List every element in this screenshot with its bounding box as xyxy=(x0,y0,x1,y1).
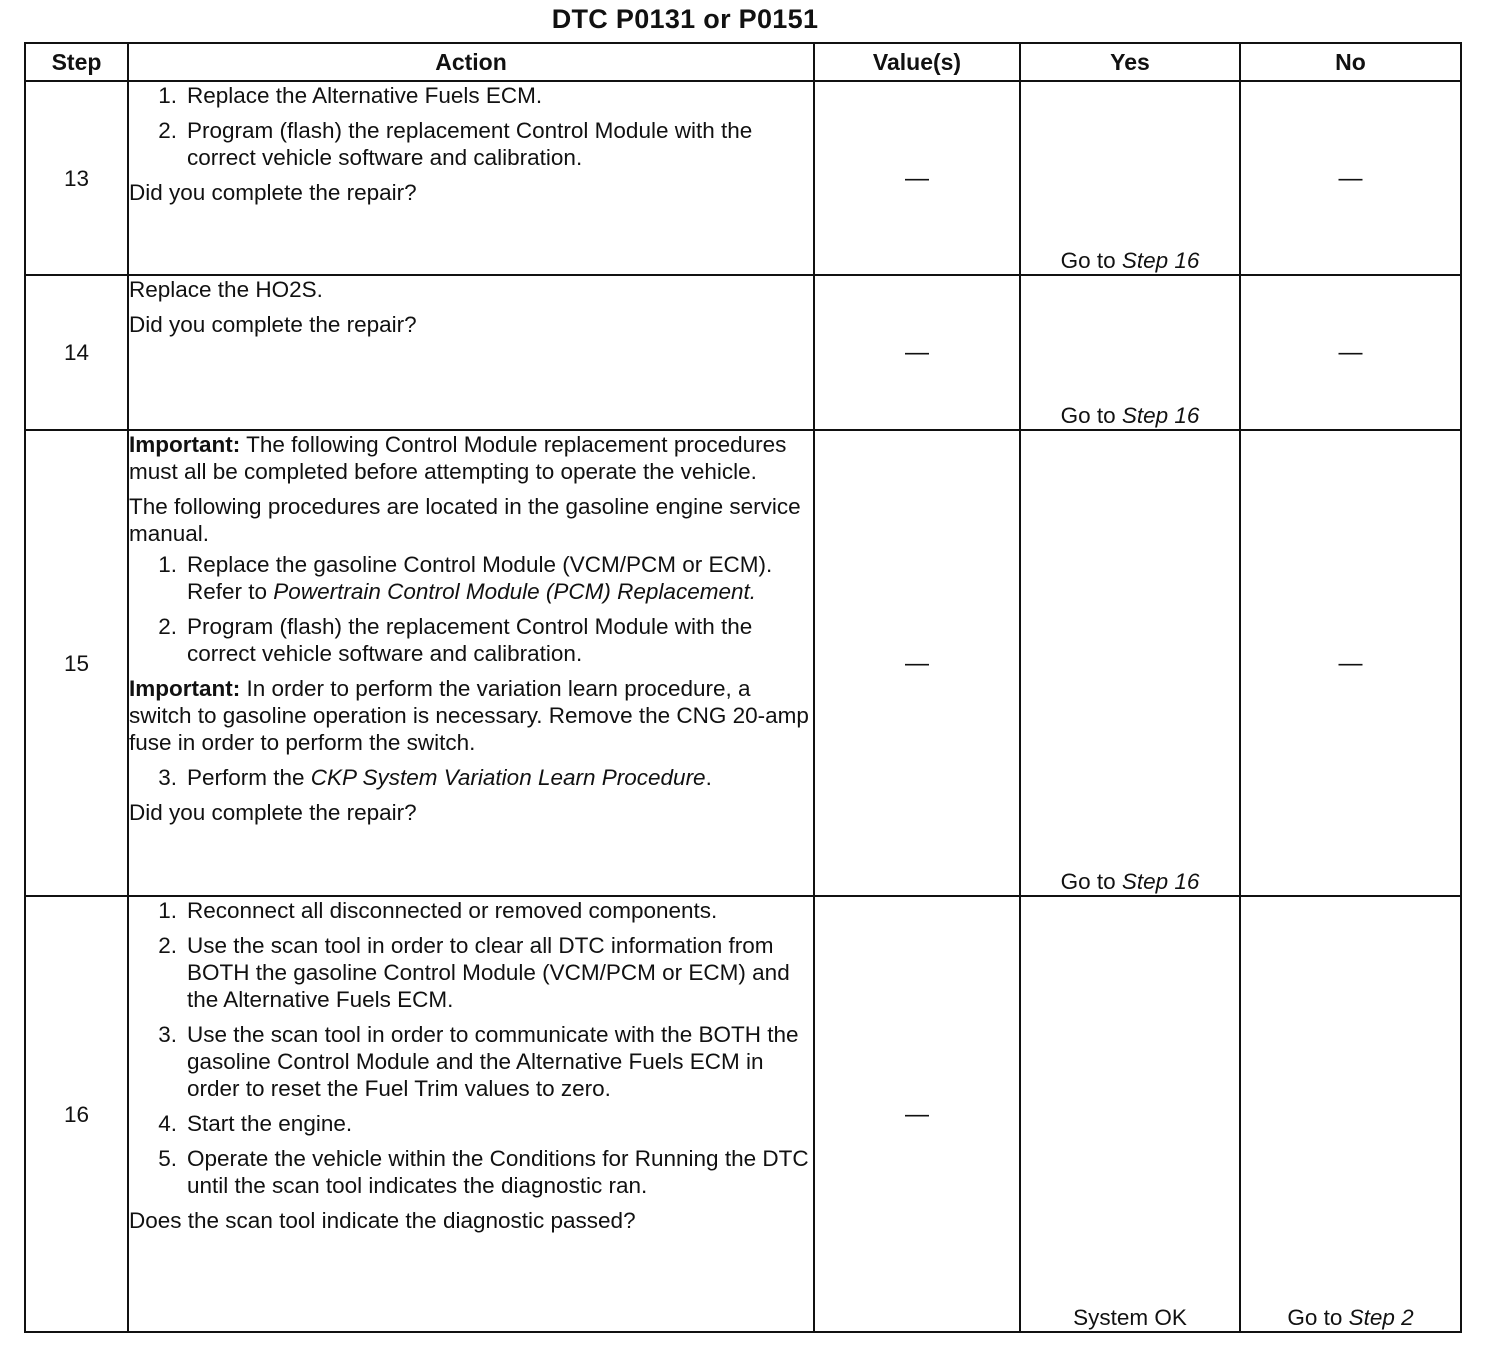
no-prefix: Go to xyxy=(1287,1305,1349,1330)
table-row-step-16 xyxy=(25,896,1461,1332)
value-dash: — xyxy=(905,649,929,677)
value-dash: — xyxy=(905,1100,929,1128)
yes-result: System OK xyxy=(1073,1305,1187,1330)
diagnostic-table xyxy=(24,42,1462,1333)
yes-cell xyxy=(1020,896,1240,1332)
list-item: 3. Perform the CKP System Variation Learn Procedure. xyxy=(158,765,712,790)
list-item: 2. Program (flash) the replacement Control Module with the correct vehicle software and calibration. xyxy=(158,614,753,666)
yes-prefix: Go to xyxy=(1060,869,1122,894)
list-item: 3. Use the scan tool in order to communicate with the BOTH the gasoline Control Module and the Alternative Fuels ECM in order to reset the Fuel Trim values to zero. xyxy=(158,1022,799,1101)
action-cell xyxy=(128,430,814,896)
yes-prefix: Go to xyxy=(1060,248,1122,273)
action-question: Does the scan tool indicate the diagnostic passed? xyxy=(129,1208,636,1233)
yes-cell xyxy=(1020,275,1240,430)
no-cell xyxy=(1240,896,1461,1332)
table-row-step-15 xyxy=(25,430,1461,896)
list-item: 4. Start the engine. xyxy=(158,1111,353,1136)
value-dash: — xyxy=(905,164,929,192)
yes-cell xyxy=(1020,81,1240,275)
table-row-step-14 xyxy=(25,275,1461,430)
header-row xyxy=(25,43,1461,81)
header-yes: Yes xyxy=(1020,43,1240,81)
header-action: Action xyxy=(128,43,814,81)
yes-step-link[interactable]: Step 16 xyxy=(1121,869,1200,894)
action-cell xyxy=(128,896,814,1332)
table-row-step-13 xyxy=(25,81,1461,275)
action-question: Did you complete the repair? xyxy=(129,312,417,337)
step-number: 13 xyxy=(25,81,128,275)
no-dash: — xyxy=(1338,164,1363,192)
value-dash: — xyxy=(905,339,929,366)
yes-step-link[interactable]: Step 16 xyxy=(1121,403,1200,428)
no-cell xyxy=(1240,81,1461,275)
procedure-reference[interactable]: Powertrain Control Module (PCM) Replacement. xyxy=(273,579,756,604)
action-cell xyxy=(128,81,814,275)
list-item: 2. Program (flash) the replacement Control Module with the correct vehicle software and calibration. xyxy=(158,118,753,170)
important-note: Important: The following Control Module replacement procedures must all be completed before attempting to operate the vehicle. xyxy=(129,432,787,484)
step-number: 16 xyxy=(25,896,128,1332)
list-item: 5. Operate the vehicle within the Conditions for Running the DTC until the scan tool indicates the diagnostic ran. xyxy=(158,1146,809,1198)
no-dash: — xyxy=(1338,649,1363,677)
header-no: No xyxy=(1240,43,1461,81)
important-note: Important: In order to perform the variation learn procedure, a switch to gasoline operation is necessary. Remove the CNG 20-amp fuse in order to perform the switch. xyxy=(129,676,809,755)
header-values: Value(s) xyxy=(814,43,1020,81)
list-item: 2. Use the scan tool in order to clear all DTC information from BOTH the gasoline Control Module (VCM/PCM or ECM) and the Alternative Fuels ECM. xyxy=(158,933,790,1012)
action-text: The following procedures are located in the gasoline engine service manual. xyxy=(129,494,801,546)
page-title: DTC P0131 or P0151 xyxy=(551,4,819,34)
value-cell xyxy=(814,430,1020,896)
list-item: 1. Replace the Alternative Fuels ECM. xyxy=(158,83,543,108)
header-step: Step xyxy=(25,43,128,81)
step-number: 14 xyxy=(25,275,128,430)
value-cell xyxy=(814,275,1020,430)
yes-step-link[interactable]: Step 16 xyxy=(1121,248,1200,273)
step-number: 15 xyxy=(25,430,128,896)
no-cell xyxy=(1240,430,1461,896)
no-cell xyxy=(1240,275,1461,430)
action-text: Replace the HO2S. xyxy=(129,277,323,302)
value-cell xyxy=(814,896,1020,1332)
list-item: 1. Reconnect all disconnected or removed components. xyxy=(158,898,718,923)
action-question: Did you complete the repair? xyxy=(129,180,417,205)
action-question: Did you complete the repair? xyxy=(129,800,417,825)
yes-prefix: Go to xyxy=(1060,403,1122,428)
procedure-reference[interactable]: CKP System Variation Learn Procedure xyxy=(310,765,706,790)
value-cell xyxy=(814,81,1020,275)
list-item: 1. Replace the gasoline Control Module (VCM/PCM or ECM). Refer to Powertrain Control Module (PCM) Replacement. xyxy=(158,552,773,604)
yes-cell xyxy=(1020,430,1240,896)
action-cell xyxy=(128,275,814,430)
no-step-link[interactable]: Step 2 xyxy=(1348,1305,1414,1330)
no-dash: — xyxy=(1338,339,1363,366)
